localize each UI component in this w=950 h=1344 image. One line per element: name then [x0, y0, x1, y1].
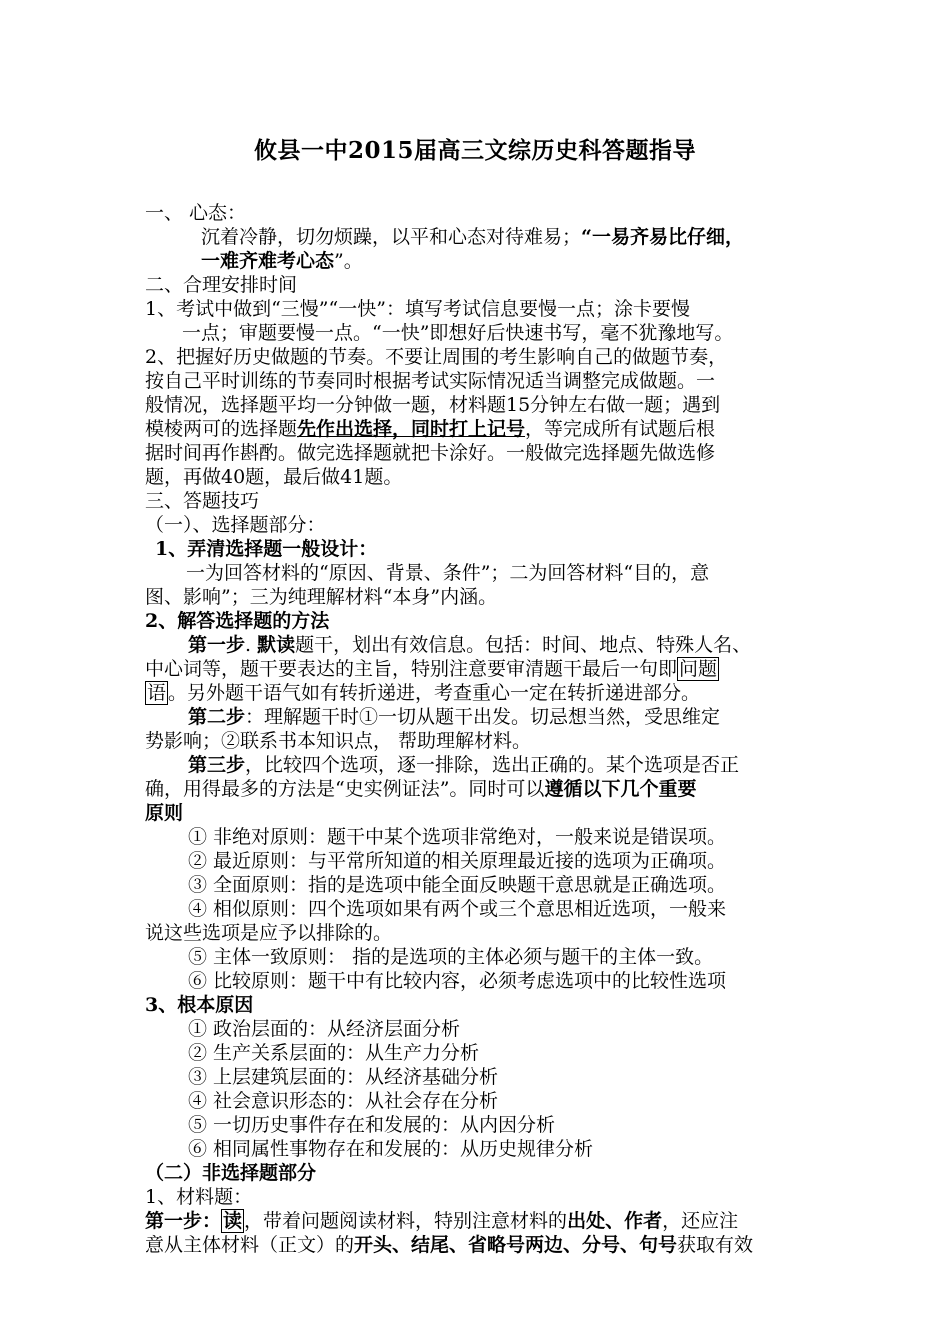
bold-text: 一难齐难考心态	[201, 250, 335, 272]
paragraph-line	[188, 705, 858, 729]
list-item: ⑥ 相同属性事物存在和发展的：从历史规律分析	[188, 1138, 594, 1160]
paragraph-line: 1、材料题：	[145, 1186, 253, 1208]
paragraph-line: 据时间再作斟酌。做完选择题就把卡涂好。一般做完选择题先做选修	[145, 442, 716, 464]
list-item: ⑥ 比较原则：题干中有比较内容，必须考虑选项中的比较性选项	[188, 970, 727, 992]
section-2-heading: 二、合理安排时间	[145, 274, 298, 296]
paragraph-line: 2、把握好历史做题的节奏。不要让周围的考生影响自己的做题节奏，	[145, 346, 728, 368]
boxed-text: 问题	[679, 658, 718, 680]
text-run: ，比较四个选项，逐一排除，选出正确的。某个选项是否正	[245, 754, 740, 776]
section-1-heading: 一、 心态：	[145, 202, 247, 224]
list-item: ③ 全面原则：指的是选项中能全面反映题干意思就是正确选项。	[188, 874, 727, 896]
bold-text: 默读	[257, 634, 296, 656]
bold-text: ：	[202, 1210, 222, 1232]
text-run: 题干，划出有效信息。包括：时间、地点、特殊人名、	[295, 634, 752, 656]
paragraph-line	[188, 633, 858, 657]
text-run: .	[245, 634, 258, 656]
underlined-bold-text: 先作出选择，同时打上记号	[297, 418, 526, 440]
paragraph-line: 按自己平时训练的节奏同时根据考试实际情况适当调整完成做题。一	[145, 370, 716, 392]
text-run: 。另外题干语气如有转折递进，考查重心一定在转折递进部分。	[168, 682, 701, 704]
text-run: 中心词等，题干要表达的主旨，特别注意要审清题干最后一句即	[145, 658, 678, 680]
bold-heading: 2、解答选择题的方法	[145, 610, 330, 632]
list-item: 说这些选项是应予以排除的。	[145, 922, 393, 944]
bold-text: 第一步	[145, 1210, 203, 1232]
paragraph-line: 1、考试中做到“三慢”“一快”：填写考试信息要慢一点；涂卡要慢	[145, 298, 690, 320]
paragraph-line	[145, 417, 815, 441]
list-item: ① 非绝对原则：题干中某个选项非常绝对，一般来说是错误项。	[188, 826, 727, 848]
text-run: 沉着冷静，切勿烦躁，以平和心态对待难易；	[201, 226, 582, 248]
bold-text: “一易齐易比仔细，	[581, 226, 744, 248]
section-3-heading: 三、答题技巧	[145, 490, 260, 512]
paragraph-line: 图、影响”；三为纯理解材料“本身”内涵。	[145, 586, 498, 608]
list-item: ⑤ 主体一致原则： 指的是选项的主体必须与题干的主体一致。	[188, 946, 714, 968]
boxed-text: 语	[147, 682, 167, 704]
list-item: ④ 社会意识形态的：从社会存在分析	[188, 1090, 499, 1112]
list-item: ② 生产关系层面的：从生产力分析	[188, 1042, 480, 1064]
paragraph-line	[201, 249, 871, 273]
bold-text: 第三步	[188, 754, 246, 776]
bold-text: 开头、结尾、省略号两边、分号、句号	[354, 1234, 678, 1256]
paragraph-line: 原则	[145, 802, 184, 824]
page-title: 攸县一中2015届高三文综历史科答题指导	[253, 137, 696, 164]
text-run: ：理解题干时①一切从题干出发。切忌想当然，受思维定	[245, 706, 721, 728]
bold-text: 第二步	[188, 706, 246, 728]
paragraph-line	[145, 1233, 815, 1257]
subsection-heading: （二）非选择题部分	[145, 1162, 317, 1184]
paragraph-line: 题，再做40题，最后做41题。	[145, 466, 403, 488]
text-run: 确，用得最多的方法是“史实例证法”。同时可以	[145, 778, 545, 800]
boxed-text: 读	[223, 1210, 243, 1232]
text-run: ”。	[334, 250, 363, 272]
bold-heading: 3、根本原因	[145, 994, 254, 1016]
bold-text: 出处、作者	[567, 1210, 663, 1232]
bold-text: 第一步	[188, 634, 246, 656]
paragraph-line: 一点；审题要慢一点。“一快”即想好后快速书写，毫不犹豫地写。	[182, 322, 734, 344]
bold-heading: 1、弄清选择题一般设计：	[155, 538, 378, 560]
list-item: ③ 上层建筑层面的：从经济基础分析	[188, 1066, 499, 1088]
text-run: 意从主体材料（正文）的	[145, 1234, 355, 1256]
list-item: ④ 相似原则：四个选项如果有两个或三个意思相近选项，一般来	[188, 898, 727, 920]
paragraph-line	[145, 657, 815, 681]
paragraph-line	[145, 777, 815, 801]
text-run: ，等完成所有试题后根	[525, 418, 716, 440]
paragraph-line	[188, 753, 858, 777]
paragraph-line: 一为回答材料的“原因、背景、条件”；二为回答材料“目的，意	[186, 562, 710, 584]
text-run: 模棱两可的选择题	[145, 418, 298, 440]
text-run: ，还应注	[662, 1210, 739, 1232]
subsection-heading: （一）、选择题部分：	[145, 514, 326, 536]
bold-text: 遵循以下几个重要	[544, 778, 697, 800]
text-run: ，带着问题阅读材料，特别注意材料的	[244, 1210, 568, 1232]
text-run: 获取有效	[677, 1234, 754, 1256]
paragraph-line: 般情况，选择题平均一分钟做一题，材料题15分钟左右做一题；遇到	[145, 394, 721, 416]
list-item: ① 政治层面的：从经济层面分析	[188, 1018, 461, 1040]
list-item: ⑤ 一切历史事件存在和发展的：从内因分析	[188, 1114, 556, 1136]
paragraph-line	[201, 225, 871, 249]
paragraph-line	[145, 1209, 815, 1233]
paragraph-line	[145, 681, 815, 705]
paragraph-line: 势影响；②联系书本知识点， 帮助理解材料。	[145, 730, 532, 752]
list-item: ② 最近原则：与平常所知道的相关原理最近接的选项为正确项。	[188, 850, 727, 872]
